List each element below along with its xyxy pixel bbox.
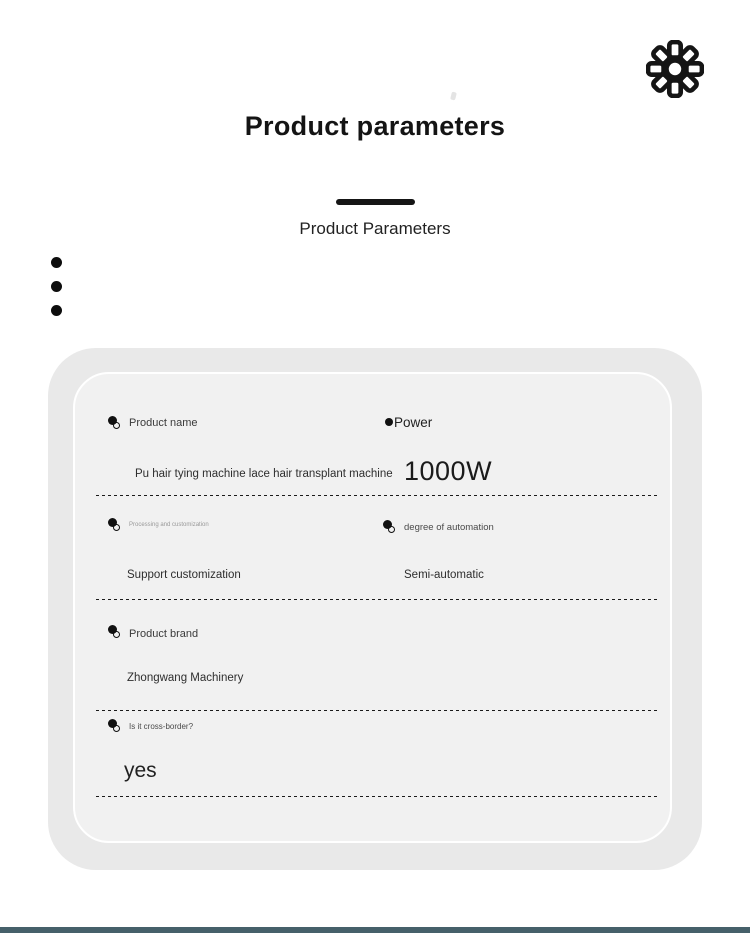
title-divider-bar <box>336 199 415 205</box>
param-label: Product brand <box>129 628 199 640</box>
settings-button[interactable] <box>646 40 704 98</box>
gear-icon <box>646 86 704 101</box>
dot-icon <box>51 305 62 316</box>
param-bullet-icon <box>108 416 126 432</box>
dashed-divider <box>96 495 659 496</box>
param-bullet-icon <box>383 520 401 536</box>
dot-icon <box>385 418 393 426</box>
param-label: Processing and customization <box>129 522 209 528</box>
parameters-card <box>48 348 702 870</box>
param-value: Zhongwang Machinery <box>127 672 244 684</box>
faint-artifact-mark <box>450 92 457 101</box>
dot-icon <box>51 257 62 268</box>
param-value: 1000W <box>404 456 493 486</box>
dashed-divider <box>96 710 659 711</box>
param-label: Power <box>385 415 432 430</box>
param-bullet-icon <box>108 518 126 534</box>
param-value: Semi-automatic <box>404 569 484 581</box>
param-value: Pu hair tying machine lace hair transplant machine <box>135 468 393 480</box>
page-subtitle: Product Parameters <box>299 219 451 238</box>
param-bullet-icon <box>108 719 126 735</box>
dashed-divider <box>96 599 659 600</box>
bottom-accent-bar <box>0 927 750 933</box>
dashed-divider <box>96 796 659 797</box>
parameters-panel <box>73 372 672 843</box>
param-label: Is it cross-border? <box>129 722 194 731</box>
page-title: Product parameters <box>244 111 506 141</box>
param-value: Support customization <box>127 569 241 581</box>
param-value: yes <box>124 759 157 782</box>
dot-icon <box>51 281 62 292</box>
param-label: degree of automation <box>404 522 494 533</box>
bullet-dots <box>51 257 63 329</box>
param-label: Product name <box>129 417 198 429</box>
param-bullet-icon <box>108 625 126 641</box>
